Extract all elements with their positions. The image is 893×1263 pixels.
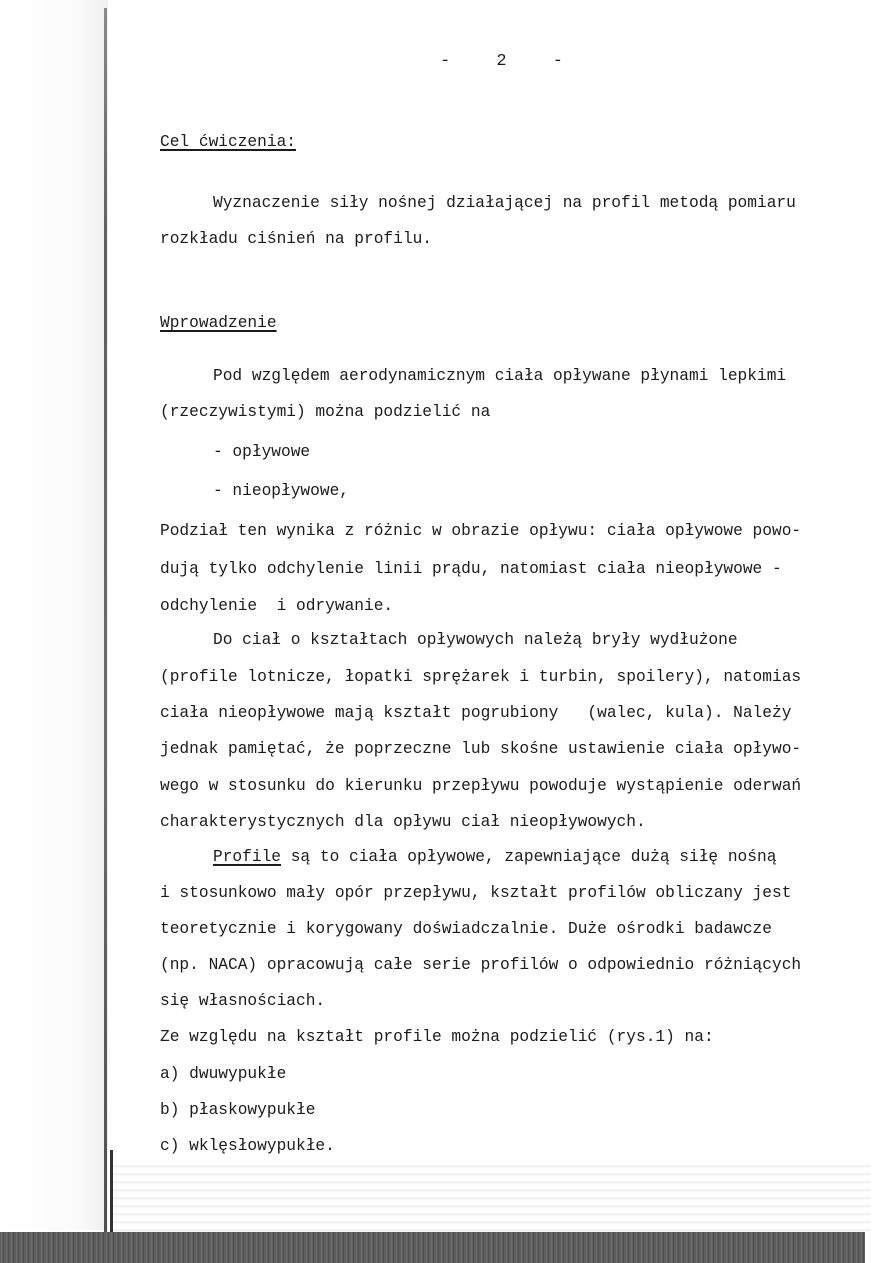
shapes-line: jednak pamiętać, że poprzeczne lub skośne ustawienie ciała opływo- <box>160 740 802 758</box>
shapes-line: Do ciał o kształtach opływowych należą bryły wydłużone <box>213 631 738 649</box>
division-line: dują tylko odchylenie linii prądu, natomiast ciała nieopływowe - <box>160 560 782 578</box>
binding-edge-line <box>104 8 107 1233</box>
list-item-body-type: - nieopływowe, <box>213 482 349 500</box>
page-number: - 2 - <box>440 52 582 71</box>
division-line: odchylenie i odrywanie. <box>160 597 394 615</box>
objective-line: Wyznaczenie siły nośnej działającej na profil metodą pomiaru <box>213 194 796 212</box>
list-item-classification: c) wklęsłowypukłe. <box>160 1137 335 1155</box>
classification-intro: Ze względu na kształt profile można podzielić (rys.1) na: <box>160 1028 714 1046</box>
intro-heading: Wprowadzenie <box>160 314 277 332</box>
division-line: Podział ten wynika z różnic w obrazie opływu: ciała opływowe powo- <box>160 522 802 540</box>
scan-binding-margin <box>0 0 108 1230</box>
list-item-classification: a) dwuwypukłe <box>160 1065 287 1083</box>
profiles-line: teoretycznie i korygowany doświadczalnie. Duże ośrodki badawcze <box>160 920 772 938</box>
scan-bottom-shadow <box>0 1232 865 1263</box>
profiles-term: Profile <box>213 848 281 866</box>
intro-line: Pod względem aerodynamicznym ciała opływane płynami lepkimi <box>213 367 787 385</box>
shapes-line: ciała nieopływowe mają kształt pogrubiony (walec, kula). Należy <box>160 704 792 722</box>
profiles-line: i stosunkowo mały opór przepływu, kształt profilów obliczany jest <box>160 884 792 902</box>
profiles-line: (np. NACA) opracowują całe serie profilów o odpowiednio różniących <box>160 956 802 974</box>
objective-line: rozkładu ciśnień na profilu. <box>160 230 432 248</box>
profiles-line: się własnościach. <box>160 992 326 1010</box>
shapes-line: (profile lotnicze, łopatki sprężarek i turbin, spoilery), natomias <box>160 668 802 686</box>
list-item-body-type: - opływowe <box>213 443 311 461</box>
profiles-paragraph-first-line <box>213 847 776 867</box>
objective-heading: Cel ćwiczenia: <box>160 133 296 151</box>
scan-noise <box>110 1160 870 1232</box>
shapes-line: charakterystycznych dla opływu ciał nieopływowych. <box>160 813 646 831</box>
list-item-classification: b) płaskowypukłe <box>160 1101 316 1119</box>
profiles-line: są to ciała opływowe, zapewniające dużą siłę nośną <box>281 848 777 866</box>
intro-line: (rzeczywistymi) można podzielić na <box>160 403 491 421</box>
shapes-line: wego w stosunku do kierunku przepływu powoduje wystąpienie oderwań <box>160 777 802 795</box>
